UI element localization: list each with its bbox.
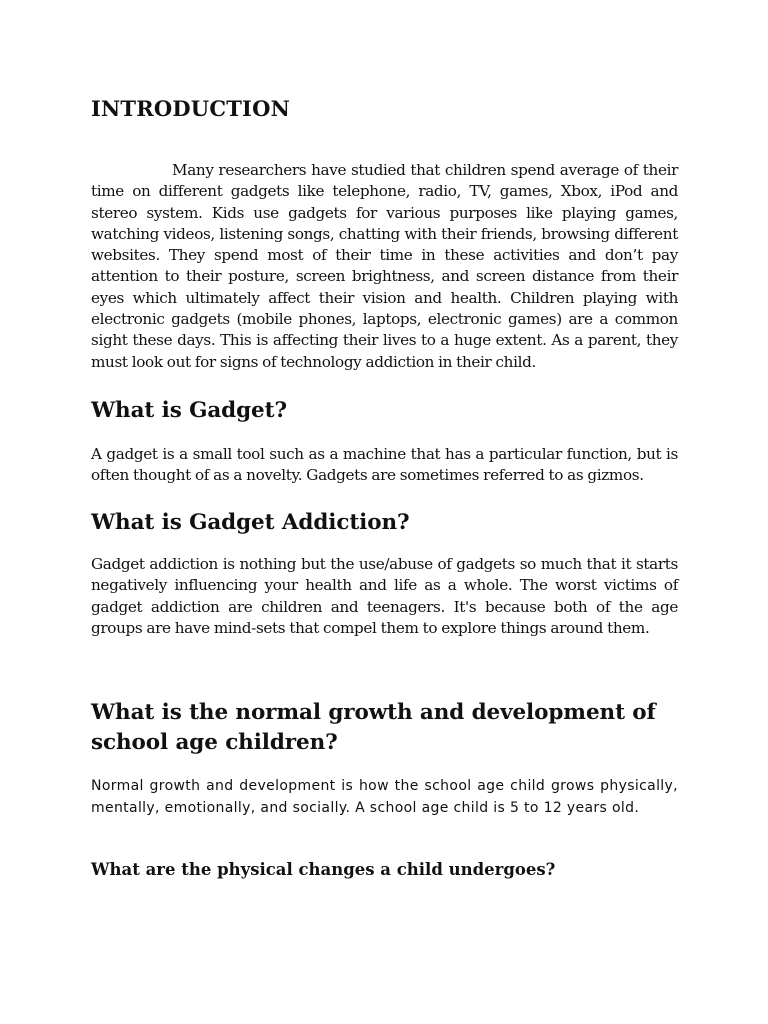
what-is-gadget-paragraph: A gadget is a small tool such as a machine that has a particular function, but is often thought of as a novelty. Gadgets are sometimes referred to as gizmos. — [91, 445, 678, 485]
gadget-addiction-heading: What is Gadget Addiction? — [91, 510, 410, 535]
physical-changes-heading: What are the physical changes a child undergoes? — [91, 860, 556, 879]
introduction-paragraph: Many researchers have studied that children spend average of their time on different gadgets like telephone, radio, TV, games, Xbox, iPod and stereo system. Kids use gadgets for various purposes like playing games, watching videos, listening songs, chatting with their friends, browsing different websites. They spend most of their time in these activities and don’t pay attention to their posture, screen brightness, and screen distance from their eyes which ultimately affect their vision and health. Children playing with electronic gadgets (mobile phones, laptops, electronic games) are a common sight these days. This is affecting their lives to a huge extent. As a parent, they must look out for signs of technology addiction in their child. — [91, 161, 678, 371]
normal-growth-paragraph: Normal growth and development is how the school age child grows physically, mentally, emotionally, and socially. A school age child is 5 to 12 years old. — [91, 778, 678, 816]
introduction-heading: INTRODUCTION — [91, 96, 290, 121]
normal-growth-heading: What is the normal growth and development of school age children? — [91, 700, 656, 755]
gadget-addiction-paragraph: Gadget addiction is nothing but the use/abuse of gadgets so much that it starts negatively influencing your health and life as a whole. The worst victims of gadget addiction are children and teenagers. It's because both of the age groups are have mind-sets that compel them to explore things around them. — [91, 555, 678, 637]
what-is-gadget-heading: What is Gadget? — [91, 398, 287, 423]
